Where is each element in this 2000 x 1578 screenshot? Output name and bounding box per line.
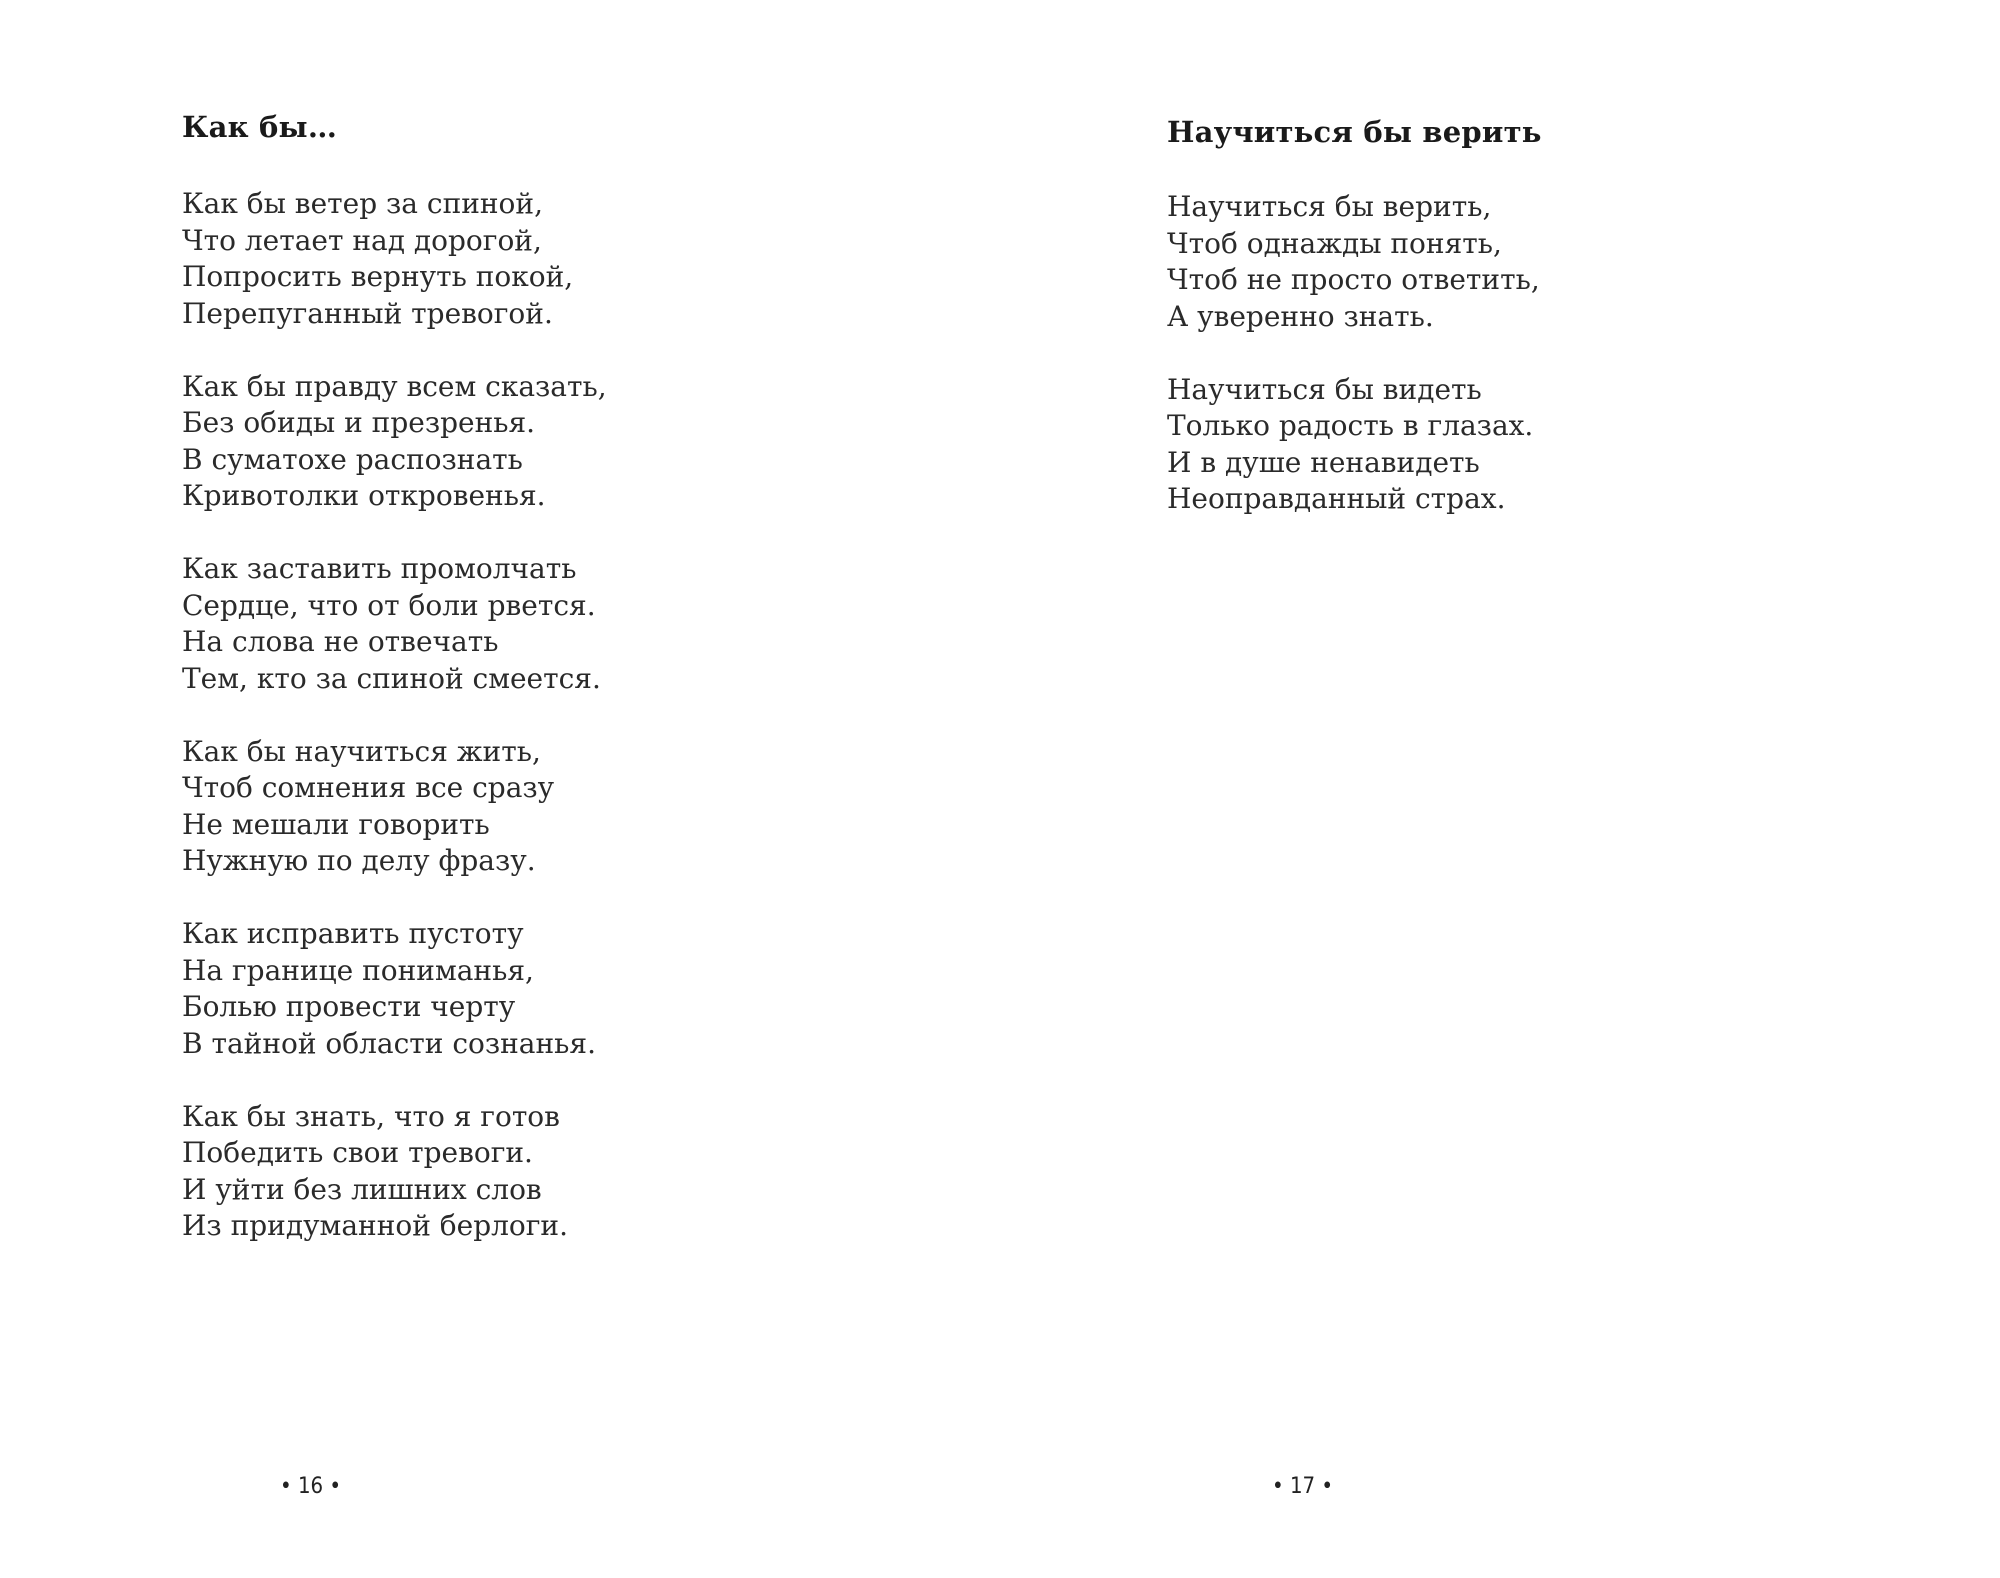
poem-line: Кривотолки откровенья. bbox=[182, 479, 546, 512]
poem-line: Тем, кто за спиной смеется. bbox=[182, 661, 601, 695]
poem-line: Чтоб однажды понять, bbox=[1167, 226, 1502, 260]
poem-line: Как бы знать, что я готов bbox=[182, 1099, 560, 1133]
poem-line: Только радость в глазах. bbox=[1167, 409, 1534, 442]
poem-line: И уйти без лишних слов bbox=[182, 1172, 542, 1206]
poem-line: Чтоб сомнения все сразу bbox=[182, 771, 555, 804]
poem-line: Из придуманной берлоги. bbox=[182, 1209, 568, 1242]
stanza bbox=[1167, 189, 1540, 335]
page-number: • 16 • bbox=[280, 1474, 342, 1499]
stanza bbox=[182, 734, 607, 880]
poem-line: Научиться бы верить, bbox=[1167, 190, 1492, 223]
poem-line: Попросить вернуть покой, bbox=[182, 260, 574, 293]
right-page bbox=[1000, 0, 2000, 1578]
poem-line: Как бы ветер за спиной, bbox=[182, 187, 543, 220]
poem-line: Неоправданный страх. bbox=[1167, 482, 1506, 515]
stanza bbox=[182, 369, 607, 515]
poem-line: Победить свои тревоги. bbox=[182, 1136, 533, 1169]
poem-line: Как заставить промолчать bbox=[182, 552, 577, 585]
poem-line: Без обиды и презренья. bbox=[182, 406, 536, 439]
poem-line: Сердце, что от боли рвется. bbox=[182, 588, 596, 622]
poem-line: На границе пониманья, bbox=[182, 953, 534, 987]
poem-body bbox=[1167, 189, 1540, 554]
poem-line: Болью провести черту bbox=[182, 990, 516, 1023]
stanza bbox=[182, 551, 607, 697]
poem-line: Не мешали говорить bbox=[182, 807, 490, 841]
poem-line: Как исправить пустоту bbox=[182, 917, 524, 950]
stanza bbox=[182, 186, 607, 332]
stanza bbox=[1167, 372, 1540, 518]
poem-title: Как бы… bbox=[182, 110, 338, 144]
poem-line: Как бы правду всем сказать, bbox=[182, 369, 607, 403]
poem-line: Что летает над дорогой, bbox=[182, 223, 542, 257]
poem-line: И в душе ненавидеть bbox=[1167, 445, 1480, 479]
poem-line: В суматохе распознать bbox=[182, 442, 523, 476]
poem-body bbox=[182, 186, 607, 1281]
poem-title: Научиться бы верить bbox=[1167, 115, 1542, 149]
poem-line: Как бы научиться жить, bbox=[182, 734, 541, 768]
poem-line: Чтоб не просто ответить, bbox=[1167, 263, 1540, 296]
stanza bbox=[182, 916, 607, 1062]
poem-line: На слова не отвечать bbox=[182, 625, 499, 658]
poem-line: В тайной области сознанья. bbox=[182, 1026, 596, 1060]
poem-line: Научиться бы видеть bbox=[1167, 372, 1482, 406]
poem-line: А уверенно знать. bbox=[1167, 299, 1434, 333]
page-number: • 17 • bbox=[1272, 1474, 1334, 1499]
stanza bbox=[182, 1099, 607, 1245]
poem-line: Перепуганный тревогой. bbox=[182, 296, 553, 330]
poem-line: Нужную по делу фразу. bbox=[182, 844, 536, 877]
